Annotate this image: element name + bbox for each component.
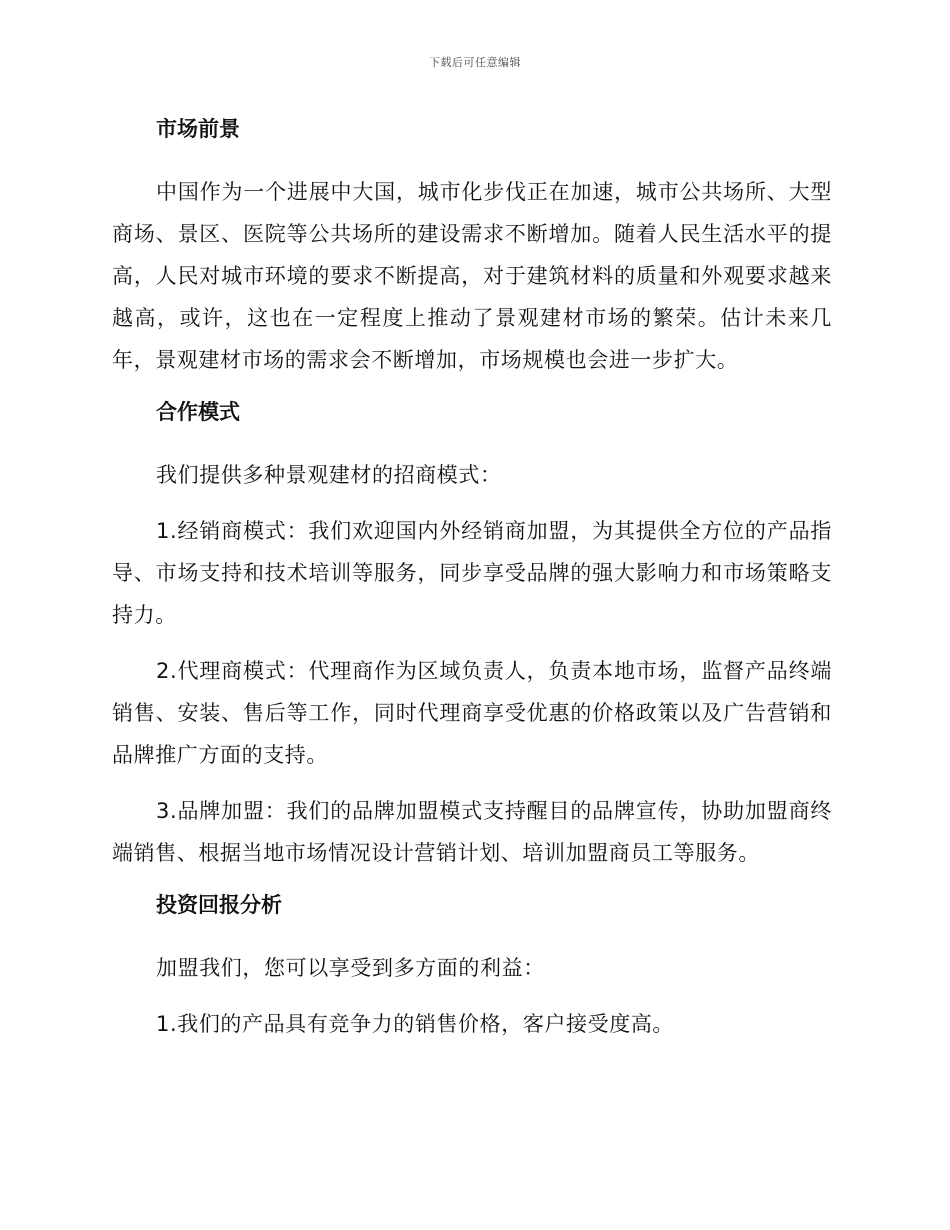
paragraph: 1.经销商模式：我们欢迎国内外经销商加盟，为其提供全方位的产品指导、市场支持和技术培训等服务，同步享受品牌的强大影响力和市场策略支持力。 <box>112 519 832 627</box>
section-heading: 合作模式 <box>156 400 240 424</box>
paragraph: 我们提供多种景观建材的招商模式： <box>156 463 502 487</box>
section-heading: 市场前景 <box>156 117 240 141</box>
section-investment-return <box>112 888 832 1045</box>
paragraph: 中国作为一个进展中大国，城市化步伐正在加速，城市公共场所、大型商场、景区、医院等公共场所的建设需求不断增加。随着人民生活水平的提高，人民对城市环境的要求不断提高，对于建筑材料的质量和外观要求越来越高，或许，这也在一定程度上推动了景观建材市场的繁荣。估计未来几年，景观建材市场的需求会不断增加，市场规模也会进一步扩大。 <box>112 180 832 372</box>
section-market-outlook <box>112 112 832 381</box>
paragraph: 3.品牌加盟：我们的品牌加盟模式支持醒目的品牌宣传，协助加盟商终端销售、根据当地市场情况设计营销计划、培训加盟商员工等服务。 <box>112 799 832 865</box>
paragraph: 1.我们的产品具有竞争力的销售价格，客户接受度高。 <box>156 1012 675 1036</box>
paragraph: 2.代理商模式：代理商作为区域负责人，负责本地市场，监督产品终端销售、安装、售后等工作，同时代理商享受优惠的价格政策以及广告营销和品牌推广方面的支持。 <box>112 659 832 767</box>
paragraph: 加盟我们，您可以享受到多方面的利益： <box>156 956 545 980</box>
header-note: 下载后可任意编辑 <box>429 56 521 69</box>
document-body <box>112 112 832 1059</box>
section-heading: 投资回报分析 <box>156 893 282 917</box>
section-cooperation-model <box>112 395 832 874</box>
